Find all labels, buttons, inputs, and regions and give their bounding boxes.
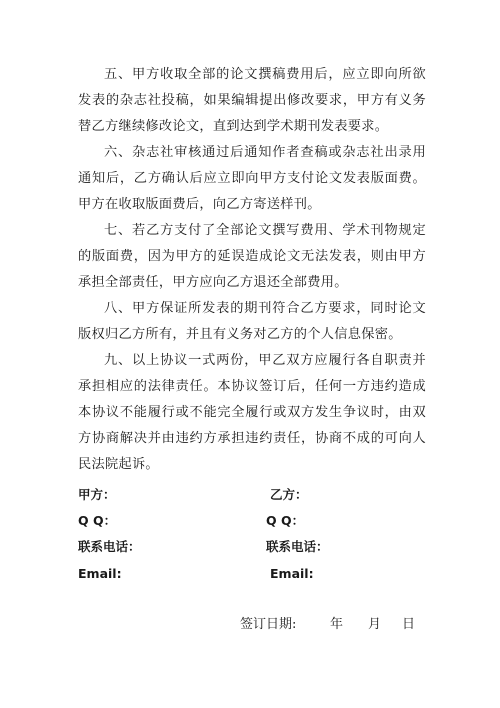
party-a-email-label: Email: [78, 566, 122, 581]
party-b-label: 乙方： [270, 487, 308, 502]
signing-date-month: 月 [368, 617, 382, 632]
party-a-phone-label: 联系电话： [78, 539, 141, 554]
signing-date-year: 年 [330, 617, 344, 632]
signing-date-label: 签订日期: [240, 617, 297, 632]
clause-seven: 七、若乙方支付了全部论文撰写费用、学术刊物规定的版面费，因为甲方的延误造成论文无法发表，则由甲方承担全部责任，甲方应向乙方退还全部费用。 [78, 223, 426, 290]
clause-five: 五、甲方收取全部的论文撰稿费用后，应立即向所欲发表的杂志社投稿，如果编辑提出修改要求，甲方有义务替乙方继续修改论文，直到达到学术期刊发表要求。 [78, 67, 426, 134]
party-b-qq-label: Q Q： [266, 513, 305, 528]
party-a-label: 甲方： [78, 487, 116, 502]
clause-six: 六、杂志社审核通过后通知作者查稿或杂志社出录用通知后，乙方确认后应立即向甲方支付论文发表版面费。甲方在收取版面费后，向乙方寄送样刊。 [78, 145, 426, 212]
clause-nine: 九、以上协议一式两份，甲乙双方应履行各自职责并承担相应的法律责任。本协议签订后，任何一方违约造成本协议不能履行或不能完全履行或双方发生争议时，由双方协商解决并由违约方承担违约责任，协商不成的可向人民法院起诉。 [78, 353, 426, 472]
signing-date-day: 日 [402, 617, 416, 632]
party-b-email-label: Email: [270, 566, 314, 581]
clause-eight: 八、甲方保证所发表的期刊符合乙方要求，同时论文版权归乙方所有，并且有义务对乙方的个人信息保密。 [78, 301, 426, 342]
party-b-phone-label: 联系电话： [266, 539, 329, 554]
party-a-qq-label: Q Q： [78, 513, 117, 528]
